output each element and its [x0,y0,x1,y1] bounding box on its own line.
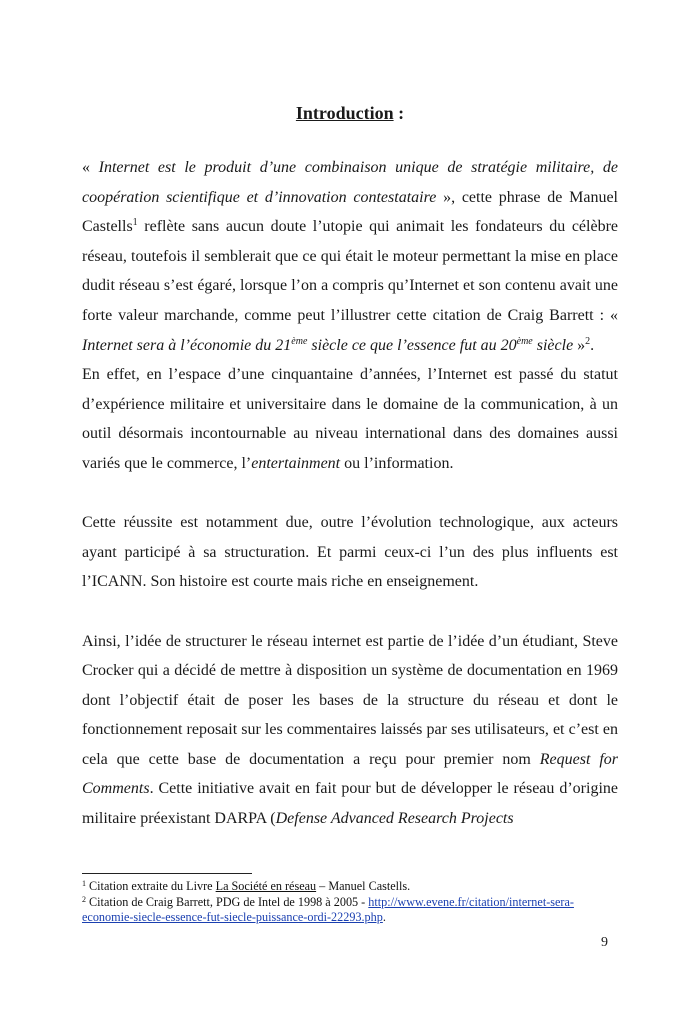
footnote-ref-1[interactable]: 1 [132,217,138,229]
paragraph-spacer [82,479,618,509]
barrett-quote: Internet sera à l’économie du 21ème siècle ce que l’essence fut au 20ème siècle [82,335,574,354]
paragraph-4: Ainsi, l’idée de structurer le réseau internet est partie de l’idée d’un étudiant, Steve Crocker qui a décidé de mettre à disposition un système de documentation en 1969 dont l’objectif était de poser les bases de la structure du réseau et dont le fonctionnement reposait sur les commentaires laissés par ses utilisateurs, et c’est en cela que cette base de documentation a reçu pour premier nom Request for Comments. Cette initiative avait en fait pour but de développer le réseau d’origine militaire préexistant DARPA (Defense Advanced Research Projects [82,632,618,828]
title-text: Introduction [295,103,394,123]
castells-quote: Internet est le produit d’une combinaison unique de stratégie militaire, de coopération scientifique et d’innovation contestataire [82,159,618,206]
footnote-1: $^1$ Citation extraite du Livre La Société en réseau – Manuel Castells. [82,879,411,893]
page-title [0,101,700,125]
body-text [82,153,618,834]
evene-citation-link[interactable]: http://www.evene.fr/citation/internet-sera-economie-siecle-essence-fut-siecle-puissance-ordi-22293.php [82,894,574,924]
footnote-separator [82,873,252,874]
paragraph-3: Cette réussite est notamment due, outre l’évolution technologique, aux acteurs ayant participé à sa structuration. Et parmi ceux-ci l’un des plus influents est l’ICANN. Son histoire est courte mais riche en enseignement. [82,514,618,591]
footnotes [82,879,618,926]
paragraph-spacer [82,597,618,627]
paragraph-1: « Internet est le produit d’une combinaison unique de stratégie militaire, de coopération scientifique et d’innovation contestataire », cette phrase de Manuel Castells$^1$ reflète sans aucun doute l’utopie qui animait les fondateurs du célèbre réseau, toutefois il semblerait que ce qui était le moteur permettant la mise en place dudit réseau s’est égaré, lorsque l’on a compris qu’Internet et son contenu avait une forte valeur marchande, comme peut l’illustrer cette citation de Craig Barrett : « Internet sera à l’économie du 21ème siècle ce que l’essence fut au 20ème siècle »$^2$. [82,159,618,354]
page-number: 9 [601,935,608,950]
book-title: La Société en réseau [215,879,317,893]
footnote-2: $^2$ Citation de Craig Barrett, PDG de Intel de 1998 à 2005 - http://www.evene.fr/citation/internet-sera-economie-siecle-essence-fut-siecle-puissance-ordi-22293.php. [82,894,574,924]
footnote-ref-2[interactable]: 2 [585,335,591,347]
paragraph-2: En effet, en l’espace d’une cinquantaine d’années, l’Internet est passé du statut d’expérience militaire et universitaire dans le domaine de la communication, à un outil désormais incontournable au niveau international dans des domaines aussi variés que le commerce, l’entertainment ou l’information. [82,366,618,472]
title-colon: : [393,103,405,123]
